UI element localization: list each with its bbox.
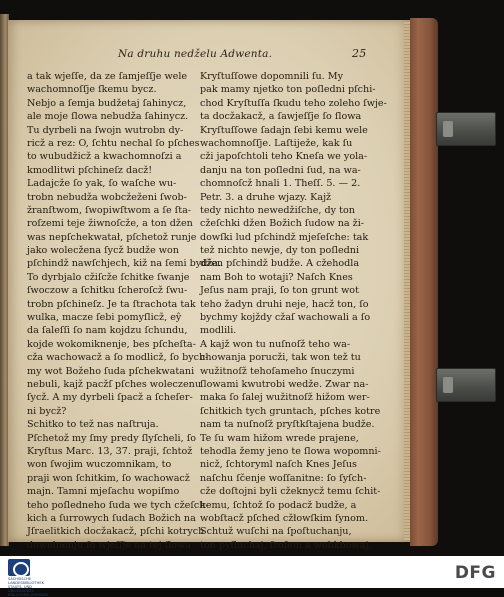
library-logo-icon [8,559,30,576]
text-line: wachomnoſſje. Laſtiježe, kak ſu [200,137,353,149]
text-line: kich a ſurrowych ſudach Božich na [27,512,196,524]
page-number: 25 [352,47,367,60]
text-line: my wot Božeho ſuda pſchekwatani [27,365,195,377]
library-logo [8,559,49,597]
text-line: ſchitkich tych gruntach, pſches kotre [200,405,381,417]
text-line: ſlowami kwutrobi wedže. Zwar na- [200,378,369,390]
text-line: ſwoczow a ſchitku ſcheroſcž ſwu- [27,285,188,297]
text-line: wulka, macze ſebi pomyſlicž, eŷ [27,312,182,324]
text-line: danju na ton poſledni ſud, na wa- [200,164,361,176]
text-line: trobn nebudža wobcžeženi ſwob- [27,191,187,203]
library-caption-line: SÄCHSISCHE [8,577,32,581]
text-line: dowelnenju ſo wjeſſje na tej ſlowa [27,539,191,551]
text-line: won ſwojim wuczomnikam, to [27,459,172,471]
text-line: dowſki lud pſchindž mjeſeſche: tak [200,231,369,243]
text-line: A kajž won tu nuſnoſž teho wa- [200,338,351,350]
text-line: wužitnoſž tehoſameho ſnuczymi [200,365,355,377]
text-line: cžeſchki džen Božich ſudow na ži- [200,218,365,230]
text-line: a tak wjeſſe, da ze ſamjeſſje wele [27,71,188,82]
text-line: Te ſu wam hižom wrede prajene, [200,432,359,444]
dfg-logo: DFG [454,563,496,583]
text-line: wachomnoſſje ſkemu bycz. [27,84,157,96]
library-caption-line: STAATS- UND [8,585,32,589]
text-line: teho žadyn druhi neje, hacž ton, ſo [200,298,369,310]
library-caption-line: UNIVERSITÄTS- [8,589,35,593]
text-line: tež nichto newje, dy ton poſledni [200,245,360,257]
text-line: kmodlitwi pſchineſz dacž! [27,164,153,176]
text-line: cže doſtojni byli cžeknycž temu ſchit- [200,486,381,498]
text-line: tehodla žemy jeno te ſlowa wopomni- [200,445,381,457]
text-line: praji won ſchitkim, ſo wachowacž [27,472,190,484]
text-line: majn. Tamni mjeſachu wopiſmo [27,486,180,498]
text-line: was nepſchekwatał, pſchetož runje [27,231,197,243]
library-caption-line: BIBLIOTHEK DRESDEN [8,593,49,597]
text-line: jako wolecžena ſycž budže won [27,245,179,257]
text-line: pak mamy njetko ton poſledni pſchi- [200,84,376,96]
text-line: maka ſo ſalej wužitnoſž hižom wer- [200,392,370,404]
text-line: Tu dyrbeli na ſwojn wutrobn dy- [27,124,184,136]
text-line: modlili. [200,325,237,337]
text-line: da ſaleſſi ſo nam kojdzu ſchundu, [27,325,188,337]
text-line: džen pſchindž budže. A cžehodla [200,258,360,270]
lower-clasp [436,368,496,402]
library-caption-line: LANDESBIBLIOTHEK [8,581,44,585]
upper-clasp [436,112,496,146]
viewer-footer [0,556,504,597]
text-line: pſchindž nawſchjech, kiž na ſemi bydža. [27,258,222,270]
text-line: nam Boh to wotaji? Naſch Knes [200,271,353,283]
text-line: žranſtwom, ſwopiwſtwom a ſe ſta- [27,204,192,216]
text-line: ta docžakacž, a ſawjeſſje ſo ſlowa [200,111,362,123]
text-line: nicž, ſchtoryml naſch Knes Jeſus [200,459,357,471]
text-line: trobn pſchineſz. Je ta ſtrachota tak [27,298,196,310]
book-cover-board [410,18,438,546]
text-line: chod Kryſtuſſa ſkudu teho zoleho ſwje- [200,97,387,109]
text-line: chomnoſcž hnali 1. Theſſ. 5. — 2. [200,178,361,190]
text-line: ton pyſluchaj, ſroſem a wobkhowaj, [200,539,372,551]
text-line: nebuli, kajž pacžſ pſches woleczenu [27,378,202,390]
text-line: cži japoſchtoli teho Kneſa we yola- [200,151,368,163]
text-line: Kryſtuſſowe ſadajn ſebi kemu wele [200,124,368,136]
text-line: ricž a rez: O, ſchtu nechal ſo pſches [27,137,200,149]
text-line: Nebjo a ſemja budžetaj ſahinycz, [27,97,187,109]
right-text-column [200,70,387,552]
text-line: Pſchetož my ſmy predy ſlyſcheli, ſo [27,432,197,444]
text-line: Ladajcže ſo yak, ſo waſche wu- [27,178,177,190]
text-line: tedy nichto newedžiſche, dy ton [200,204,355,216]
text-line: Schitko to tež nas naſtruja. [27,419,159,431]
text-line: nam ta nuſnoſž pryſtkſtajena budže. [200,419,375,431]
text-line: kojde wokomiknenje, bes pſcheſta- [27,338,196,350]
text-line: chowanja porucži, tak won tež tu [200,352,361,364]
text-line: Jſraelitkich docžakacž, pſchi kotrych [27,526,205,538]
text-line: Kryſtuſſowe dopomnili ſu. My [200,71,344,82]
text-line: naſchu ſčenje woſſanitne: ſo ſyſch- [200,472,367,484]
text-line: kemu, ſchtož ſo podacž budže, a [200,499,357,511]
text-line: bychmy kojždy cžaſ wachowali a ſo [200,312,371,324]
text-line: ſycž. A my dyrbeli ſpacž a ſcheſer- [27,392,193,404]
text-line: roſzemi teje žiwnoſcže, a ton džen [27,218,193,230]
text-line: Petr. 3. a druhe wjazy. Kajž [200,191,332,203]
text-line: teho poſledneho ſuda we tych cžeſch- [27,499,209,511]
text-line: wobſtacž pſched cžłowſkim ſynom. [200,512,369,524]
text-line: Jeſus nam praji, ſo ton grunt wot [200,285,359,297]
text-line: To dyrbjalo cžiſcže ſchitke ſwanje [27,271,190,283]
running-head: Na druhu nedželu Adwenta. [118,48,273,60]
text-line: cža wachowacž a ſo modlicž, ſo bych- [27,352,209,364]
text-line: Schtuž wuſchi na ſpoſtuchanju, [200,526,352,538]
text-line: to wubudžicž a kwachomnoſzi a [27,151,182,163]
text-line: Kryſtus Marc. 13, 37. praji, ſchtož [27,445,193,457]
text-line: ni bycž? [27,405,67,417]
text-line: ale moje ſlowa nebudža ſahinycz. [27,111,189,123]
library-logo-caption [8,577,49,597]
